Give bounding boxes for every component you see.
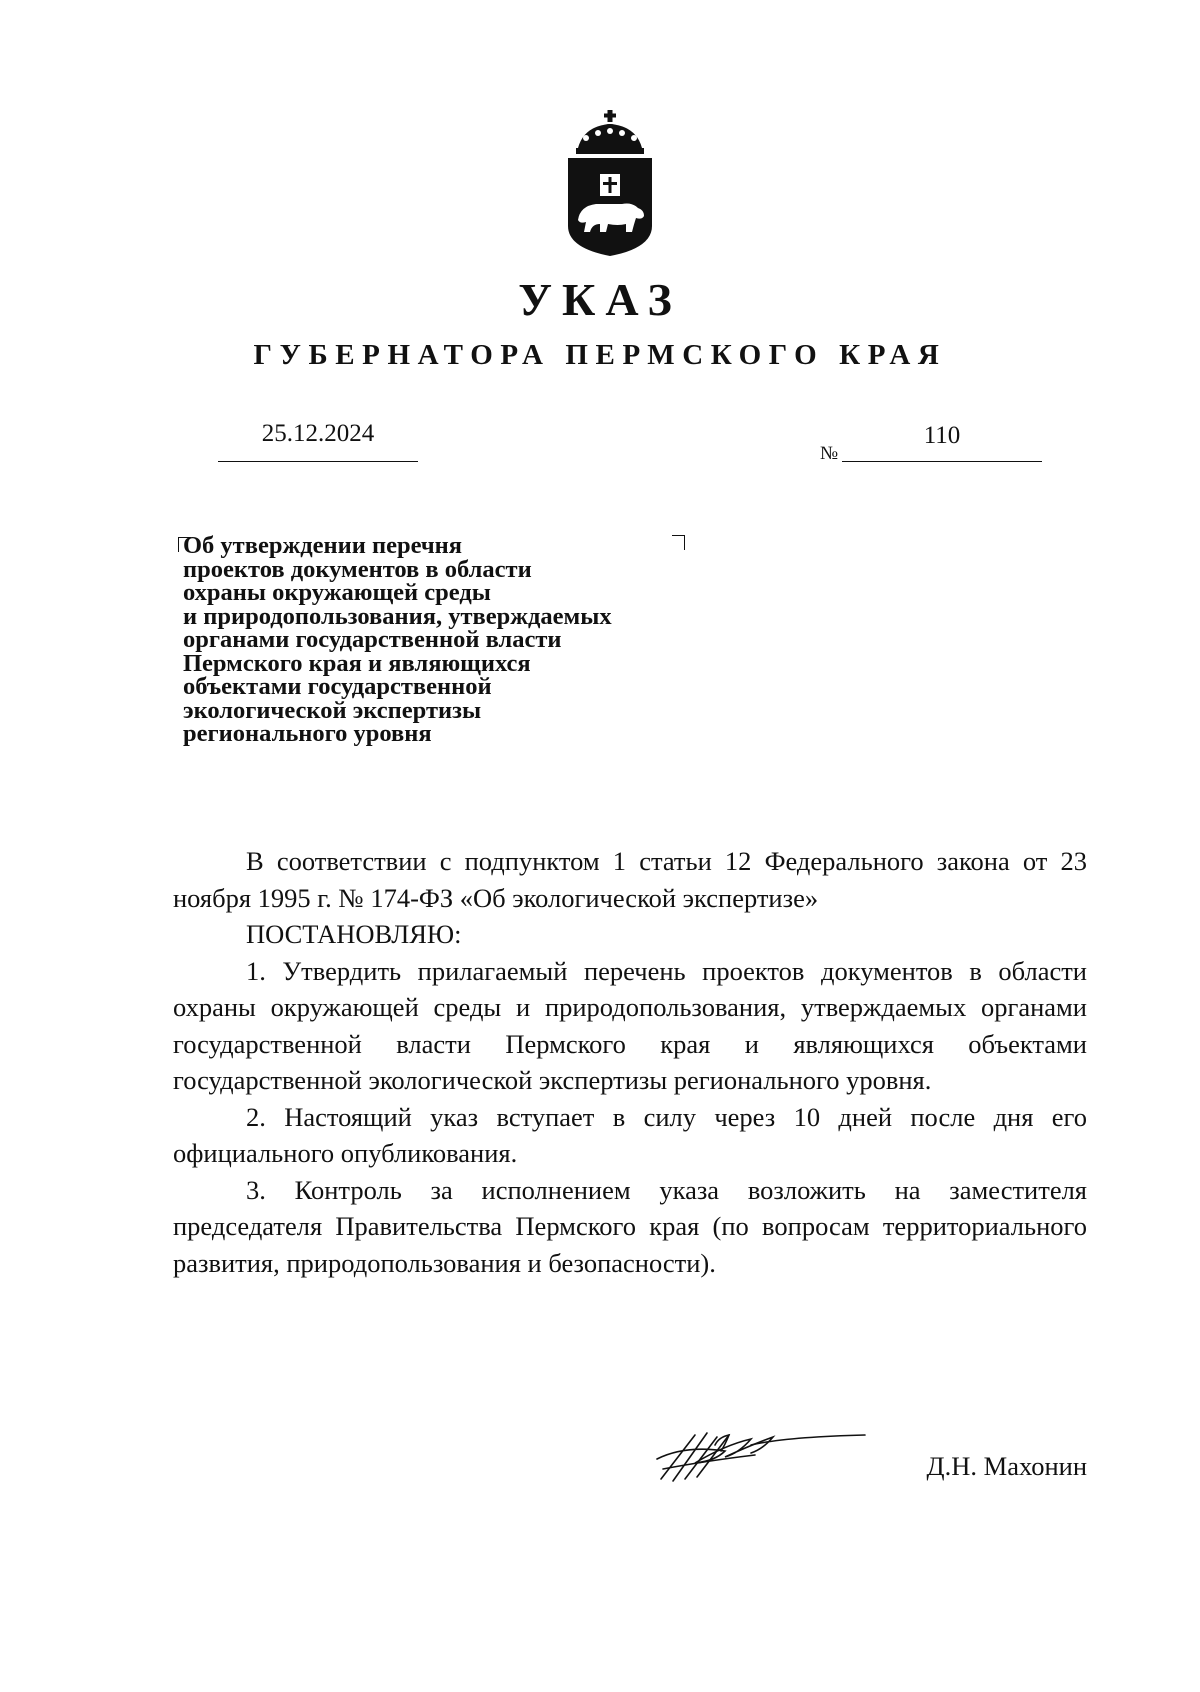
heading-line: и природопользования, утверждаемых bbox=[183, 602, 612, 630]
clause-1: 1. Утвердить прилагаемый перечень проектов документов в области охраны окружающей среды и природопользования, утверждаемых органами государственной власти Пермского края и являющихся объектами государственной экологической экспертизы регионального уровня. bbox=[173, 955, 1087, 1095]
signature-icon bbox=[655, 1415, 870, 1487]
date-underline bbox=[218, 461, 418, 462]
document-number: 110 bbox=[923, 422, 961, 449]
heading-line: органами государственной власти bbox=[183, 626, 562, 653]
preamble-paragraph: В соответствии с подпунктом 1 статьи 12 Федерального закона от 23 ноября 1995 г. № 174-ФЗ «Об экологической экспертизе» bbox=[173, 846, 1087, 913]
heading-line: объектами государственной bbox=[183, 673, 492, 700]
number-sign: № bbox=[820, 443, 839, 464]
document-date: 25.12.2024 bbox=[261, 420, 375, 447]
document-heading bbox=[183, 534, 703, 746]
document-body bbox=[173, 843, 1087, 1281]
document-title: УКАЗ bbox=[518, 274, 682, 325]
document-subtitle: ГУБЕРНАТОРА ПЕРМСКОГО КРАЯ bbox=[253, 339, 947, 371]
heading-line: Об утверждении перечня bbox=[183, 532, 463, 559]
clause-3: 3. Контроль за исполнением указа возложить на заместителя председателя Правительства Пермского края (по вопросам территориального развития, природопользования и безопасности). bbox=[173, 1174, 1087, 1278]
heading-line: Пермского края и являющихся bbox=[183, 649, 531, 677]
coat-of-arms-icon bbox=[562, 108, 658, 258]
number-underline bbox=[842, 461, 1042, 462]
clause-2: 2. Настоящий указ вступает в силу через 10 дней после дня его официального опубликования. bbox=[173, 1101, 1087, 1168]
signer-name: Д.Н. Махонин bbox=[926, 1451, 1087, 1481]
decree-word: ПОСТАНОВЛЯЮ: bbox=[246, 919, 462, 949]
heading-line: регионального уровня bbox=[183, 720, 432, 747]
heading-line: проектов документов в области bbox=[183, 555, 532, 583]
heading-line: экологической экспертизы bbox=[183, 696, 482, 724]
heading-line: охраны окружающей среды bbox=[183, 579, 491, 606]
